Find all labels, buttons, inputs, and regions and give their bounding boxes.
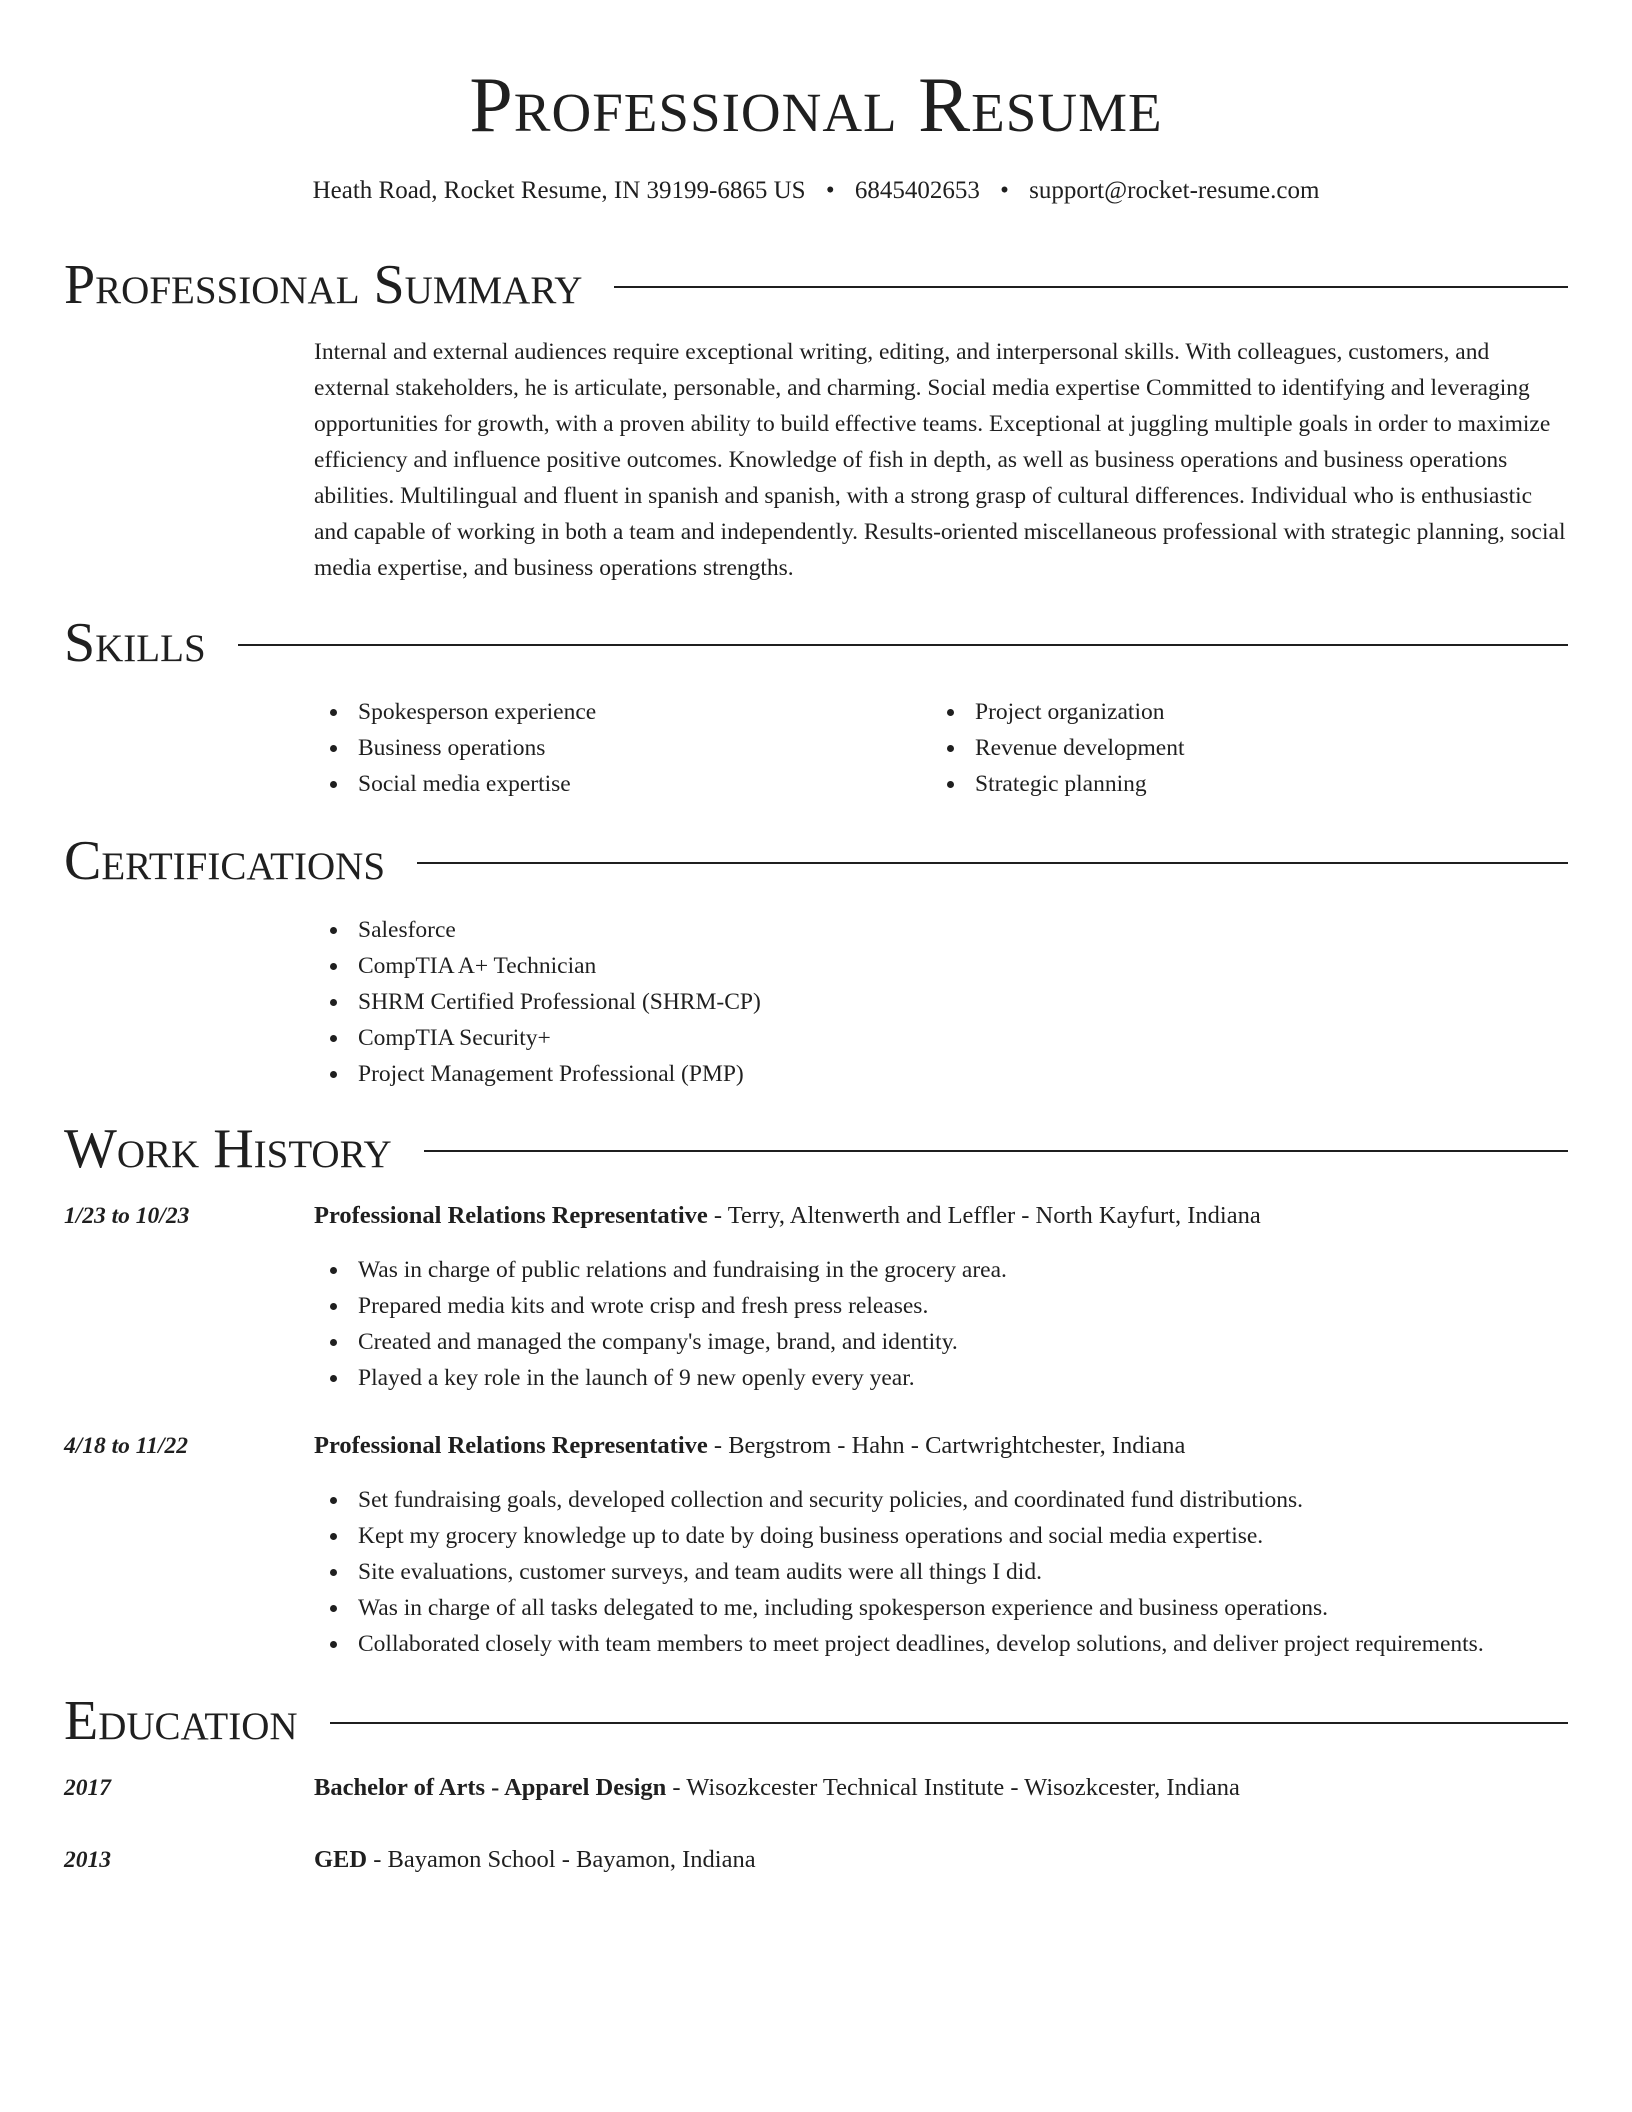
skill-text: Spokesperson experience	[358, 699, 597, 725]
bullet-dot	[947, 745, 954, 752]
bullet-dot	[330, 781, 337, 788]
job-employer: - Terry, Altenwerth and Leffler - North Kayfurt, Indiana	[707, 1202, 1261, 1229]
skills-column-right	[931, 694, 1548, 802]
job-duty-item	[314, 1518, 1570, 1554]
education-entry	[314, 1842, 1570, 1878]
work-history-section-header	[64, 1114, 1568, 1184]
bullet-dot	[330, 709, 337, 716]
certifications-heading: Certifications	[64, 830, 386, 892]
job-title: Professional Relations Representative	[314, 1202, 708, 1229]
job-header	[314, 1428, 1570, 1464]
bullet-dot	[330, 999, 337, 1006]
job-duty-text: Created and managed the company's image, brand, and identity.	[358, 1329, 958, 1355]
section-divider	[424, 1150, 1568, 1152]
job-duty-text: Was in charge of public relations and fundraising in the grocery area.	[358, 1257, 1007, 1283]
bullet-dot	[330, 1497, 337, 1504]
summary-text: Internal and external audiences require exceptional writing, editing, and interpersonal skills. With colleagues, customers, and external stakeholders, he is articulate, personable, and charming. Social media expertise Committed to identifying and leveraging opportunities for growth, with a proven ability to build effective teams. Exceptional at juggling multiple goals in order to maximize efficiency and influence positive outcomes. Knowledge of fish in depth, as well as business operations and business operations abilities. Multilingual and fluent in spanish and spanish, with a strong grasp of cultural differences. Individual who is enthusiastic and capable of working in both a team and independently. Results-oriented miscellaneous professional with strategic planning, social media expertise, and business operations strengths.	[314, 339, 1566, 581]
contact-separator: •	[1000, 177, 1009, 204]
job-duties	[314, 1252, 1570, 1396]
education-header	[314, 1842, 1570, 1878]
job-duty-item	[314, 1252, 1570, 1288]
certification-item	[314, 1020, 1570, 1056]
job-entry	[314, 1428, 1570, 1662]
work-history-heading: Work History	[64, 1118, 392, 1180]
contact-email: support@rocket-resume.com	[1029, 177, 1320, 204]
job-duty-text: Played a key role in the launch of 9 new openly every year.	[358, 1365, 915, 1391]
contact-address: Heath Road, Rocket Resume, IN 39199-6865 US	[312, 177, 806, 204]
bullet-dot	[330, 927, 337, 934]
job-employer: - Bergstrom - Hahn - Cartwrightchester, Indiana	[707, 1432, 1186, 1459]
certifications-list	[314, 912, 1570, 1092]
skills-heading: Skills	[64, 612, 206, 674]
bullet-dot	[330, 963, 337, 970]
certification-text: Project Management Professional (PMP)	[358, 1061, 744, 1087]
summary-section-header	[64, 250, 1568, 320]
summary-heading: Professional Summary	[64, 254, 583, 316]
skill-item	[314, 694, 931, 730]
job-title: Professional Relations Representative	[314, 1432, 708, 1459]
contact-phone: 6845402653	[854, 177, 980, 204]
skill-text: Revenue development	[975, 735, 1185, 761]
job-duty-text: Was in charge of all tasks delegated to me, including spokesperson experience and business operations.	[358, 1595, 1329, 1621]
contact-line	[0, 174, 1632, 208]
job-duty-item	[314, 1482, 1570, 1518]
job-duty-item	[314, 1324, 1570, 1360]
bullet-dot	[330, 1569, 337, 1576]
job-duty-text: Kept my grocery knowledge up to date by doing business operations and social media expertise.	[358, 1523, 1264, 1549]
section-divider	[238, 644, 1568, 646]
job-duty-item	[314, 1360, 1570, 1396]
contact-separator: •	[825, 177, 835, 204]
education-school: - Wisozkcester Technical Institute - Wisozkcester, Indiana	[666, 1774, 1240, 1801]
certification-text: CompTIA Security+	[358, 1025, 551, 1051]
skill-item	[314, 766, 931, 802]
certification-item	[314, 984, 1570, 1020]
bullet-dot	[947, 781, 954, 788]
skill-text: Business operations	[358, 735, 546, 761]
job-dates: 1/23 to 10/23	[64, 1203, 190, 1229]
bullet-dot	[330, 1071, 337, 1078]
bullet-dot	[947, 709, 954, 716]
section-divider	[417, 862, 1568, 864]
certification-item	[314, 1056, 1570, 1092]
education-degree: GED	[314, 1846, 368, 1873]
education-school: - Bayamon School - Bayamon, Indiana	[367, 1846, 756, 1873]
job-duties	[314, 1482, 1570, 1662]
certifications-section-header	[64, 826, 1568, 896]
education-year: 2013	[64, 1847, 111, 1873]
skill-text: Project organization	[975, 699, 1165, 725]
skill-item	[931, 766, 1548, 802]
certification-text: Salesforce	[358, 917, 456, 943]
skill-item	[931, 694, 1548, 730]
skills-section-header	[64, 608, 1568, 678]
education-entry	[314, 1770, 1570, 1806]
bullet-dot	[330, 1035, 337, 1042]
certification-text: SHRM Certified Professional (SHRM-CP)	[358, 989, 761, 1015]
section-divider	[330, 1722, 1568, 1724]
job-duty-item	[314, 1590, 1570, 1626]
job-duty-text: Prepared media kits and wrote crisp and fresh press releases.	[358, 1293, 929, 1319]
job-duty-text: Site evaluations, customer surveys, and team audits were all things I did.	[358, 1559, 1042, 1585]
job-duty-item	[314, 1554, 1570, 1590]
certification-item	[314, 912, 1570, 948]
bullet-dot	[330, 1533, 337, 1540]
job-entry	[314, 1198, 1570, 1396]
skill-text: Strategic planning	[975, 771, 1147, 797]
education-year: 2017	[64, 1775, 111, 1801]
skills-column-left	[314, 694, 931, 802]
bullet-dot	[330, 1303, 337, 1310]
section-divider	[614, 286, 1568, 288]
skills-list	[314, 694, 1570, 802]
resume-title: Professional Resume	[469, 61, 1163, 148]
education-degree: Bachelor of Arts - Apparel Design	[314, 1774, 667, 1801]
bullet-dot	[330, 745, 337, 752]
skill-item	[931, 730, 1548, 766]
bullet-dot	[330, 1605, 337, 1612]
education-heading: Education	[64, 1690, 298, 1752]
job-dates: 4/18 to 11/22	[64, 1433, 189, 1459]
certification-text: CompTIA A+ Technician	[358, 953, 597, 979]
education-header	[314, 1770, 1570, 1806]
certification-item	[314, 948, 1570, 984]
bullet-dot	[330, 1267, 337, 1274]
job-duty-text: Collaborated closely with team members to meet project deadlines, develop solutions, and deliver project requirements.	[358, 1631, 1484, 1657]
skill-item	[314, 730, 931, 766]
summary-body	[314, 334, 1570, 586]
job-duty-item	[314, 1626, 1570, 1662]
bullet-dot	[330, 1375, 337, 1382]
job-header	[314, 1198, 1570, 1234]
education-section-header	[64, 1686, 1568, 1756]
job-duty-item	[314, 1288, 1570, 1324]
job-duty-text: Set fundraising goals, developed collection and security policies, and coordinated fund distributions.	[358, 1487, 1304, 1513]
skill-text: Social media expertise	[358, 771, 571, 797]
bullet-dot	[330, 1641, 337, 1648]
bullet-dot	[330, 1339, 337, 1346]
